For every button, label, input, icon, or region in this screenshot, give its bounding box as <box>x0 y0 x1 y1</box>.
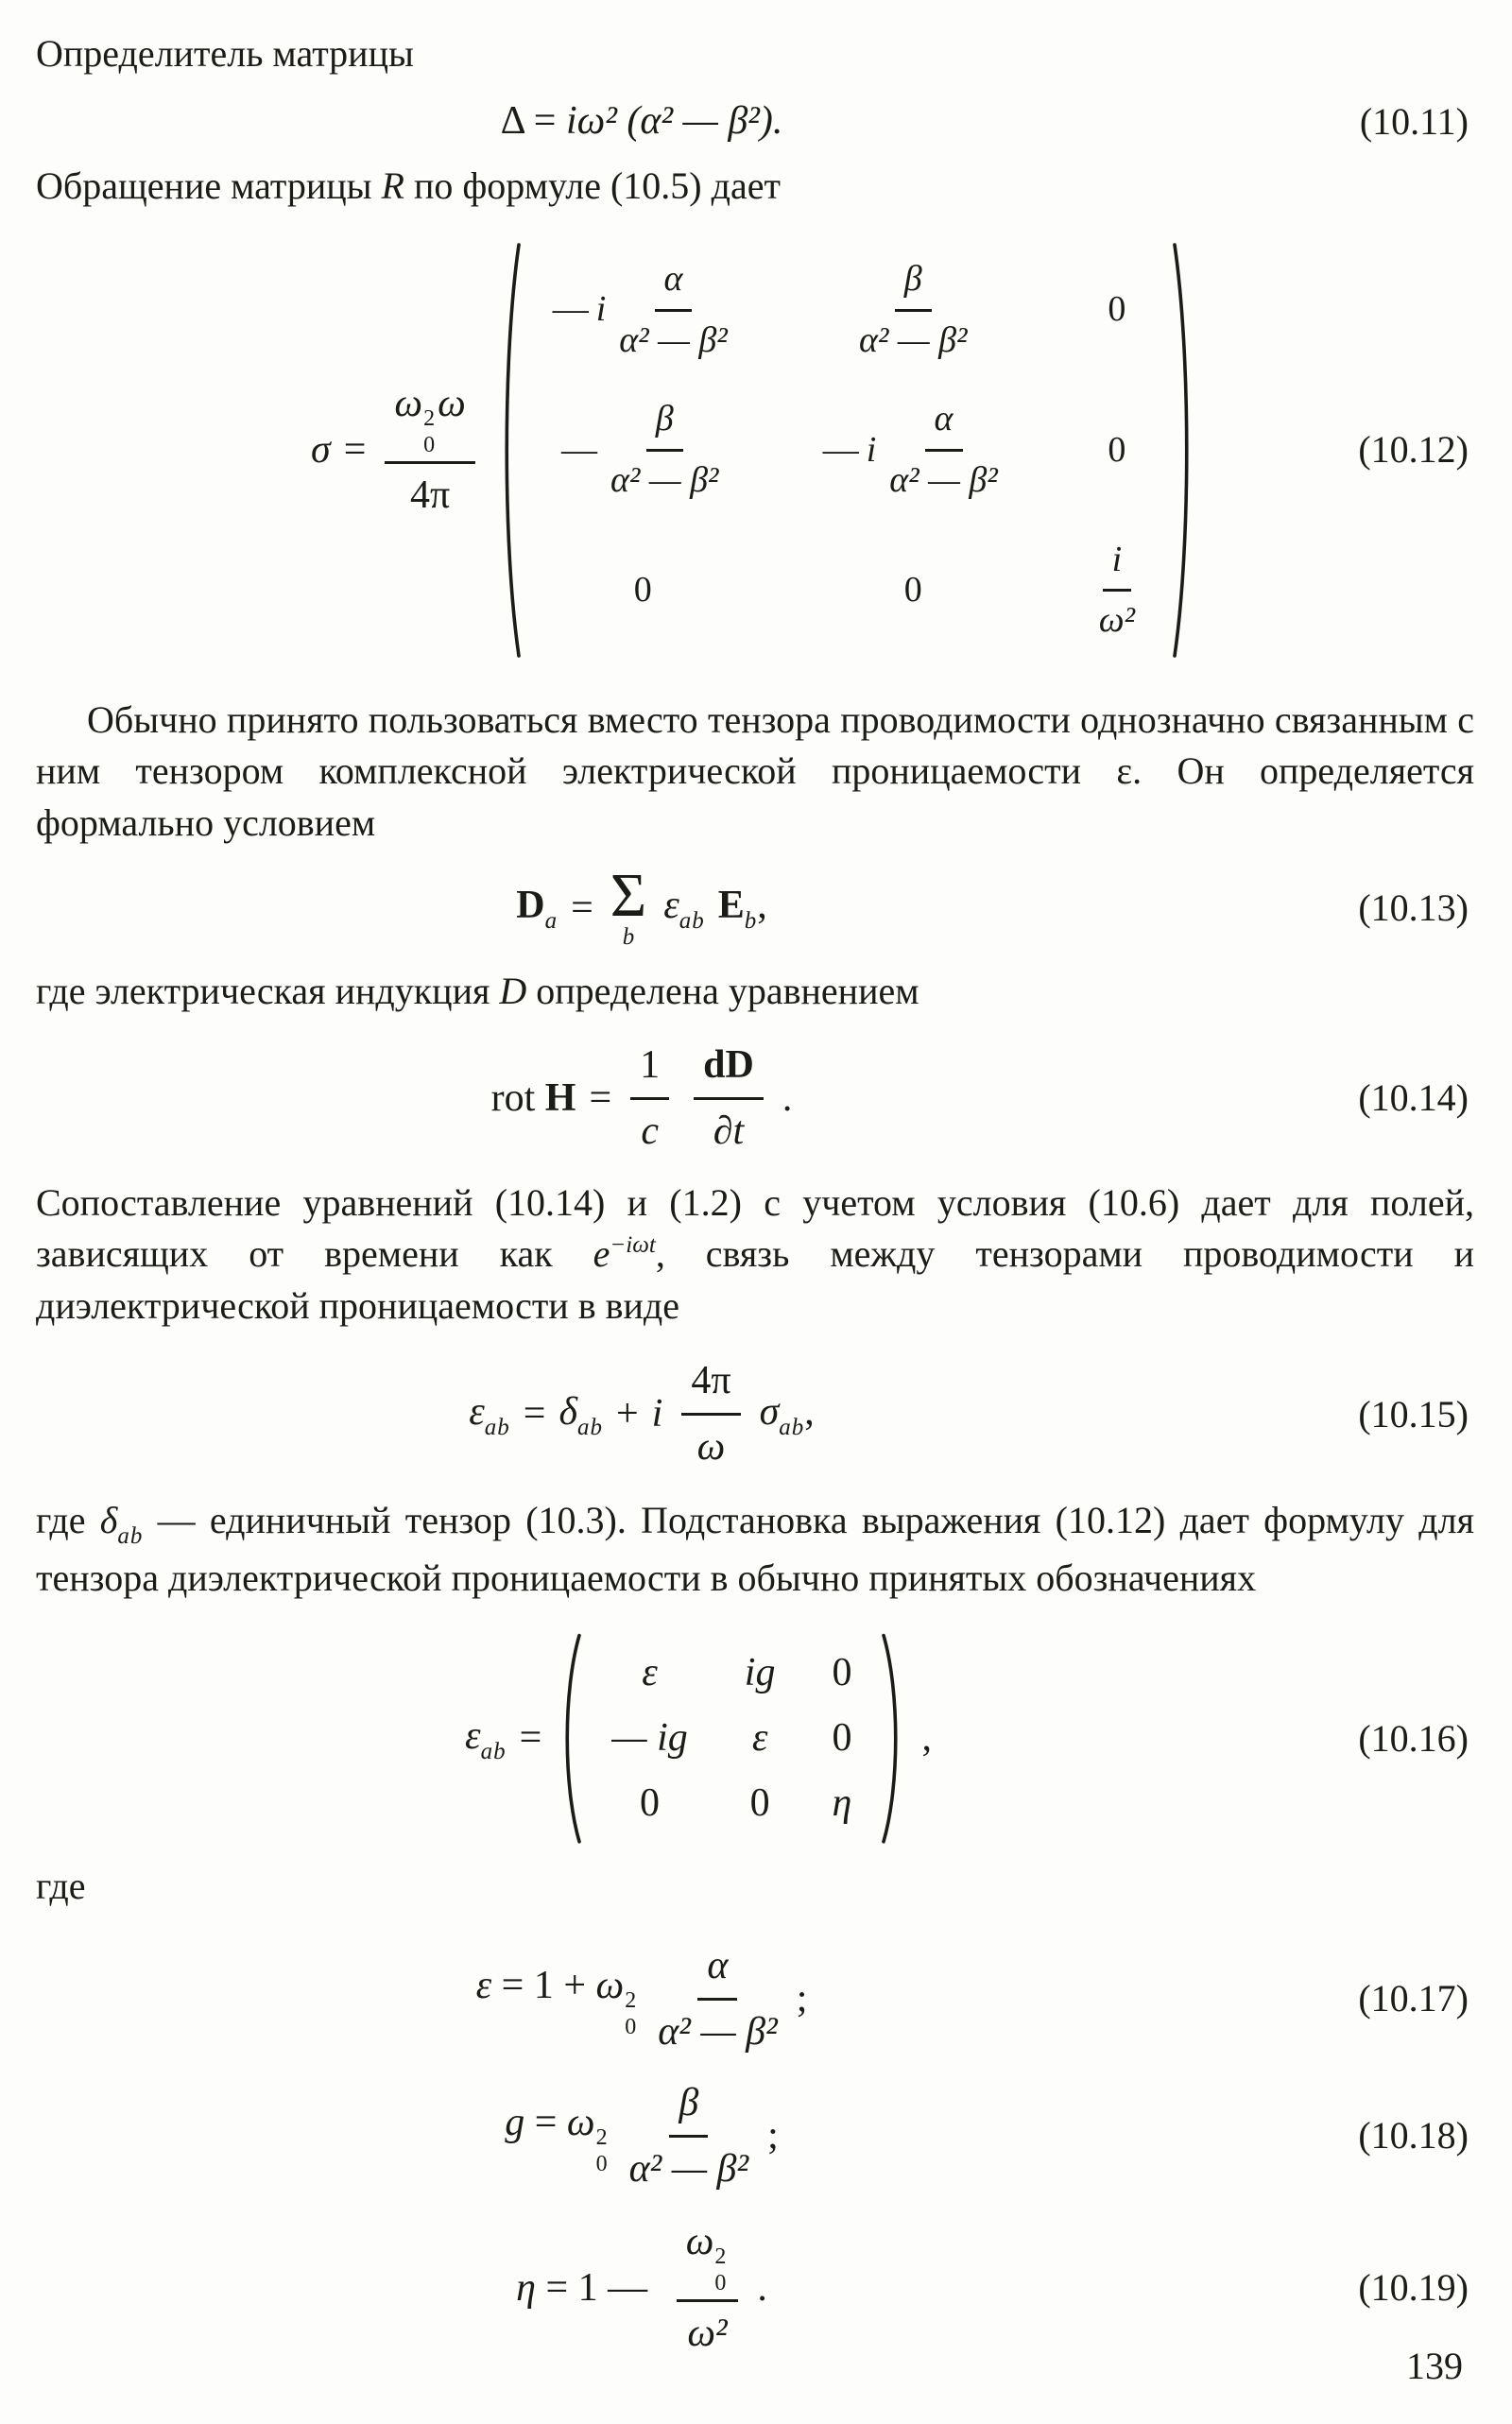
math-rot-H <box>491 1072 576 1126</box>
paren-right <box>880 1631 904 1846</box>
fraction-denominator: α² — β² <box>628 2146 749 2191</box>
fraction-denominator: α² — β² <box>610 459 719 500</box>
summation-symbol <box>610 861 647 951</box>
matrix-grid <box>583 1631 880 1846</box>
coefficient-fraction <box>385 377 474 523</box>
equals-sign: = <box>519 1715 542 1760</box>
math-expression <box>501 95 783 148</box>
math-sigma-ab <box>760 1385 815 1444</box>
math-var-eta: η <box>516 2265 536 2310</box>
comma: , <box>804 1389 815 1434</box>
matrix-cell-31: 0 <box>640 1781 661 1826</box>
subscript: ab <box>480 1738 507 1764</box>
semicolon: ; <box>767 2113 779 2158</box>
math-lhs <box>516 2261 658 2315</box>
matrix-cell-13: 0 <box>832 1650 852 1694</box>
fraction-numerator <box>677 2215 739 2302</box>
fraction-numerator: β <box>669 2076 708 2138</box>
sigma-glyph: Σ <box>610 861 647 931</box>
equation-number: (10.19) <box>1358 2265 1469 2309</box>
math-var-e: e <box>593 1232 610 1276</box>
equation-number: (10.17) <box>1358 1977 1469 2020</box>
math-var-omega: ω <box>685 2220 714 2264</box>
math-var-omega: ω <box>438 382 466 426</box>
text: где электрическая индукция <box>36 970 500 1013</box>
equation-body <box>465 1631 932 1846</box>
page-number: 139 <box>1406 2344 1463 2387</box>
paragraph-unit-tensor <box>36 1495 1474 1604</box>
math-eps-ab <box>465 1710 507 1768</box>
fraction-one-over-c <box>630 1039 669 1159</box>
math-text: Δ = <box>500 99 566 144</box>
math-var-epsilon: ε <box>465 1713 481 1758</box>
equation-body <box>469 1354 815 1474</box>
equation-body <box>516 2215 767 2361</box>
math-lhs <box>505 2096 610 2175</box>
sub-sup-stack <box>625 1989 636 2038</box>
math-var-i: i <box>651 1392 663 1436</box>
comma: , <box>921 1715 932 1760</box>
matrix-cell-22 <box>823 395 1004 505</box>
subscript: ab <box>484 1414 510 1440</box>
text: — единичный тензор (10.3). Подстановка выражения (10.12) дает формулу для тензора диэлектрической проницаемости в обычно принятых обозначениях <box>36 1499 1474 1600</box>
equation-body <box>491 1039 793 1159</box>
equation-body <box>505 2076 779 2196</box>
equation-10-17 <box>36 1939 1474 2059</box>
math-eps-ab <box>663 879 705 937</box>
fraction <box>677 2215 739 2361</box>
superscript: 2 <box>714 2244 727 2270</box>
matrix-cell-23: 0 <box>832 1715 852 1760</box>
fraction-numerator: 4π <box>681 1354 740 1416</box>
math-delta-ab <box>558 1385 603 1444</box>
subscript: a <box>544 908 558 935</box>
fraction <box>629 2076 749 2196</box>
fraction-denominator: ω² <box>687 2312 728 2356</box>
math-var-omega: ω <box>595 1964 625 2008</box>
equation-number: (10.18) <box>1358 2114 1469 2158</box>
equation-number: (10.13) <box>1358 886 1469 930</box>
fraction <box>619 255 727 365</box>
fraction-numerator <box>385 377 474 464</box>
equals-sign: = <box>571 885 593 930</box>
subscript: 0 <box>423 433 436 458</box>
math-var-epsilon: ε <box>475 1964 492 2008</box>
matrix-cell-32 <box>904 566 922 615</box>
superscript: 2 <box>423 406 436 432</box>
text: Сопоставление уравнений (10.14) и (1.2) с учетом условия (10.6) дает для полей, зависящих от времени как <box>36 1181 1474 1276</box>
semicolon: ; <box>796 1976 808 2020</box>
paragraph-determinant: Определитель матрицы <box>36 32 414 75</box>
matrix-cell-23 <box>1108 426 1125 475</box>
paren-left <box>558 1631 583 1846</box>
math-var-delta: δ <box>99 1499 118 1542</box>
paragraph-where: где <box>36 1865 86 1908</box>
conductivity-matrix <box>498 236 1195 664</box>
text: по формуле (10.5) дает <box>404 163 781 207</box>
math-var-i: i <box>595 289 607 330</box>
math-vec-H: H <box>544 1075 576 1120</box>
sub-sup-stack <box>423 407 435 456</box>
fraction-denominator: ω² <box>1098 600 1135 641</box>
equation-10-11 <box>36 95 1474 148</box>
equation-number: (10.11) <box>1359 99 1469 143</box>
fraction <box>658 1939 778 2059</box>
matrix-cell-21: — ig <box>611 1715 688 1760</box>
fraction-numerator: α <box>925 395 963 452</box>
math-text: ω² (α² — β²). <box>576 99 783 144</box>
paren-right <box>1171 236 1195 664</box>
permittivity-matrix <box>558 1631 904 1846</box>
subscript: 0 <box>714 2271 727 2296</box>
equation-number: (10.15) <box>1358 1392 1469 1435</box>
math-var-epsilon: ε <box>663 884 679 928</box>
matrix-cell-13 <box>1108 285 1125 335</box>
paren-left <box>498 236 523 664</box>
operator-rot: rot <box>490 1075 545 1120</box>
math-vec-D: D <box>516 884 545 928</box>
equation-10-18 <box>36 2076 1474 2196</box>
subscript: ab <box>117 1523 144 1550</box>
math-var-i: i <box>566 99 577 144</box>
math-var-omega: ω <box>394 382 423 426</box>
equation-10-12 <box>36 236 1474 664</box>
subscript: ab <box>679 908 705 935</box>
math-var-i: i <box>866 429 877 470</box>
equation-number: (10.12) <box>1358 428 1469 472</box>
fraction <box>889 395 997 505</box>
sub-sup-stack <box>714 2245 726 2295</box>
fraction <box>610 395 718 505</box>
matrix-cell-31 <box>634 566 652 615</box>
fraction-numerator: 1 <box>630 1039 669 1100</box>
fraction-denominator: 4π <box>409 473 451 518</box>
zero: 0 <box>903 569 922 610</box>
fraction-denominator: ∂t <box>713 1109 745 1153</box>
math-E-b <box>718 879 767 937</box>
equals-sign: = <box>343 427 367 472</box>
equation-body <box>501 95 783 148</box>
math-var-sigma: σ <box>759 1389 780 1434</box>
equation-10-19 <box>36 2215 1474 2361</box>
fraction-denominator: α² — β² <box>889 459 998 500</box>
math-text: = <box>524 2101 567 2145</box>
subscript: ab <box>779 1414 805 1440</box>
text: где <box>36 1499 100 1542</box>
paragraph-comparison <box>36 1178 1474 1332</box>
fraction-denominator: α² — β² <box>859 319 968 360</box>
plus-sign: + <box>615 1392 639 1436</box>
equation-10-16 <box>36 1631 1474 1846</box>
fraction-denominator: α² — β² <box>619 319 728 360</box>
paragraph-inversion <box>36 161 1474 212</box>
fraction-numerator: α <box>655 255 693 312</box>
subscript: b <box>744 908 758 935</box>
equals-sign: = <box>523 1392 546 1436</box>
math-lhs <box>476 1959 640 2038</box>
fraction-numerator: dD <box>694 1039 764 1100</box>
math-var-epsilon: ε <box>469 1389 485 1434</box>
superscript: 2 <box>625 1988 637 2014</box>
subscript: 0 <box>595 2152 608 2177</box>
fraction-denominator: c <box>641 1109 659 1153</box>
period: . <box>757 2265 767 2310</box>
fraction-dD-dt <box>694 1039 764 1159</box>
equation-body <box>311 236 1199 664</box>
minus-sign: — <box>552 289 589 330</box>
math-var-g: g <box>505 2101 525 2145</box>
paragraph-permittivity: Обычно принято пользоваться вместо тензора проводимости однозначно связанным с ним тензором комплексной электрической проницаемости ε. Он определяется формально условием <box>36 697 1474 844</box>
zero: 0 <box>1108 429 1126 470</box>
comma: , <box>757 884 767 928</box>
math-D-a <box>516 879 558 937</box>
minus-sign: — <box>822 429 859 470</box>
zero: 0 <box>633 569 652 610</box>
sub-sup-stack <box>596 2126 608 2175</box>
equation-number: (10.16) <box>1358 1716 1469 1760</box>
matrix-cell-11 <box>553 255 733 365</box>
math-var-D: D <box>499 970 527 1013</box>
math-text: = 1 — <box>536 2265 658 2310</box>
math-var-R: R <box>381 163 404 207</box>
math-vec-E: E <box>717 884 745 928</box>
equation-10-15 <box>36 1354 1474 1474</box>
exponent: −iωt <box>610 1232 656 1259</box>
fraction-denominator: α² — β² <box>658 2009 778 2054</box>
fraction-4pi-omega <box>681 1354 740 1474</box>
text: , связь между тензорами проводимости и диэлектрической проницаемости в виде <box>36 1232 1474 1327</box>
matrix-cell-32: 0 <box>749 1781 770 1826</box>
fraction <box>1099 536 1135 645</box>
fraction-numerator: β <box>646 395 683 452</box>
superscript: 2 <box>595 2125 608 2151</box>
subscript: 0 <box>625 2015 637 2040</box>
math-var-omega: ω <box>566 2101 595 2145</box>
equation-10-13 <box>36 861 1474 951</box>
equation-body <box>516 861 767 951</box>
subscript: ab <box>576 1414 603 1440</box>
equals-sign: = <box>589 1075 612 1120</box>
matrix-cell-33: η <box>832 1781 852 1826</box>
text: Обращение матрицы <box>36 163 382 207</box>
period: . <box>782 1075 793 1120</box>
matrix-cell-12 <box>853 255 972 365</box>
matrix-cell-21 <box>561 395 724 505</box>
math-var-sigma: σ <box>311 427 331 472</box>
math-text: = 1 + <box>491 1964 596 2008</box>
math-var-delta: δ <box>558 1389 577 1434</box>
matrix-cell-33 <box>1093 536 1141 645</box>
fraction-numerator: α <box>697 1939 737 2001</box>
zero: 0 <box>1108 289 1126 330</box>
matrix-grid <box>523 236 1171 664</box>
equation-10-14 <box>36 1039 1474 1159</box>
paragraph-induction <box>36 966 1474 1017</box>
text: определена уравнением <box>526 970 919 1013</box>
equation-number: (10.14) <box>1358 1076 1469 1120</box>
minus-sign: — <box>561 429 597 470</box>
fraction <box>859 255 967 365</box>
fraction-numerator: β <box>895 255 932 312</box>
equation-body <box>476 1939 808 2059</box>
fraction-numerator: i <box>1103 536 1132 593</box>
matrix-cell-22: ε <box>751 1715 768 1760</box>
summation-index: b <box>622 924 635 951</box>
math-eps-ab <box>469 1385 510 1444</box>
matrix-cell-12: ig <box>744 1650 776 1694</box>
fraction-denominator: ω <box>696 1425 726 1470</box>
matrix-cell-11: ε <box>642 1650 658 1694</box>
